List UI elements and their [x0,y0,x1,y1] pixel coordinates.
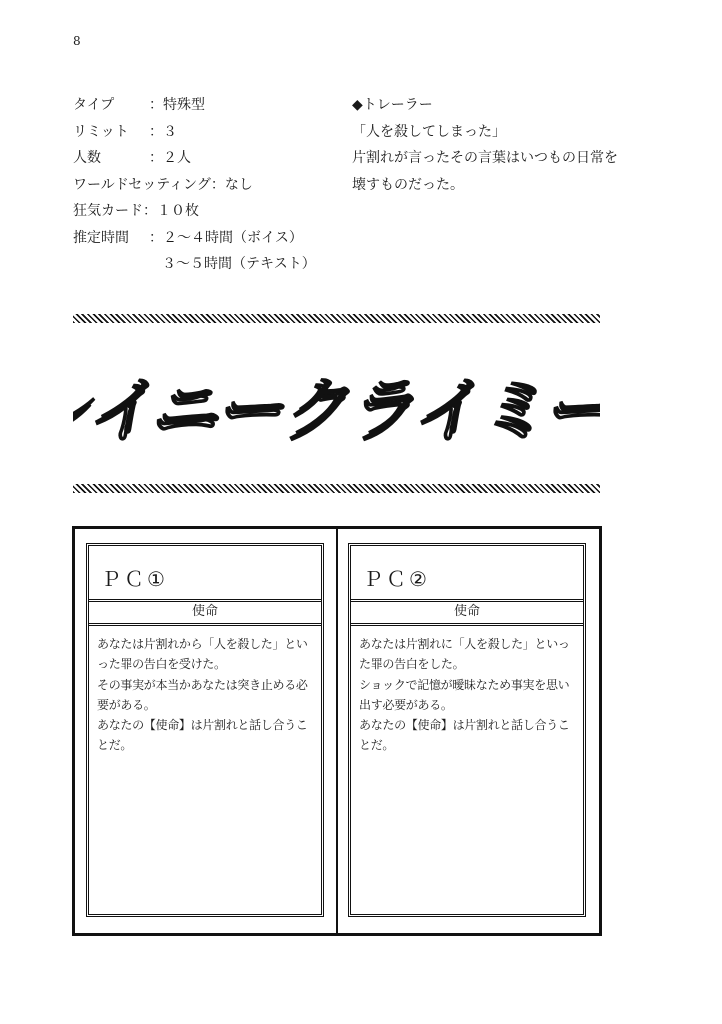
pc2-card-header: ＰＣ② [351,546,583,602]
pc1-mission-line: あなたの【使命】は片割れと話し合うことだ。 [97,718,308,753]
title-text: レイニークライミー [73,368,600,446]
info-limit-value: ：３ [149,123,177,140]
trailer-section [352,92,622,198]
info-madness-key: 狂気カード [73,203,143,219]
pc1-handout-card [86,543,324,917]
info-time-key: 推定時間 [73,229,129,246]
title-logo [73,350,600,460]
pc1-mission-label: 使命 [89,602,321,626]
pc1-card-header: ＰＣ① [89,546,321,602]
info-row-type [73,92,316,119]
info-type-value: ：特殊型 [149,97,205,113]
info-row-time [73,225,316,252]
pc2-handout-card [348,543,586,917]
info-world-key: ワールドセッティング [73,176,211,193]
info-row-madness [73,198,316,225]
pc-handout-sheet [72,526,602,936]
trailer-text: 片割れが言ったその言葉はいつもの日常を壊すものだった。 [352,150,618,193]
info-type-key: タイプ [73,97,115,113]
info-world-value: ：なし [210,176,253,193]
trailer-heading: ◆トレーラー [352,97,433,113]
pc1-mission-line: その事実が本当かあなたは突き止める必要がある。 [97,677,308,712]
sheet-center-divider [336,529,338,933]
info-madness-value: ：１０枚 [143,203,199,219]
pc2-mission-line: あなたの【使命】は片割れと話し合うことだ。 [359,718,570,753]
scenario-info [73,92,316,278]
pc1-mission-line: あなたは片割れから「人を殺した」といった罪の告白を受けた。 [97,637,308,672]
info-time-value-2: ３～５時間（テキスト） [162,256,316,272]
title-shadow: レイニークライミー [73,374,600,452]
info-limit-key: リミット [73,123,129,140]
info-players-key: 人数 [73,150,101,166]
pc2-mission-line: ショックで記憶が曖昧なため事実を思い出す必要がある。 [359,677,570,712]
pc2-mission-text [351,626,583,756]
info-players-value: ：２人 [149,150,191,166]
info-time-value: ：２～４時間（ボイス） [149,229,303,246]
scenario-title [73,350,600,460]
pc1-mission-text [89,626,321,756]
hatched-divider-bottom [73,484,600,493]
info-row-world [73,172,316,199]
pc2-mission-line: あなたは片割れに「人を殺した」といった罪の告白をした。 [359,637,570,672]
page-number: 8 [73,34,81,48]
trailer-quote: 「人を殺してしまった」 [352,123,506,140]
pc2-mission-label: 使命 [351,602,583,626]
info-row-players [73,145,316,172]
info-row-limit [73,119,316,146]
hatched-divider-top [73,314,600,323]
